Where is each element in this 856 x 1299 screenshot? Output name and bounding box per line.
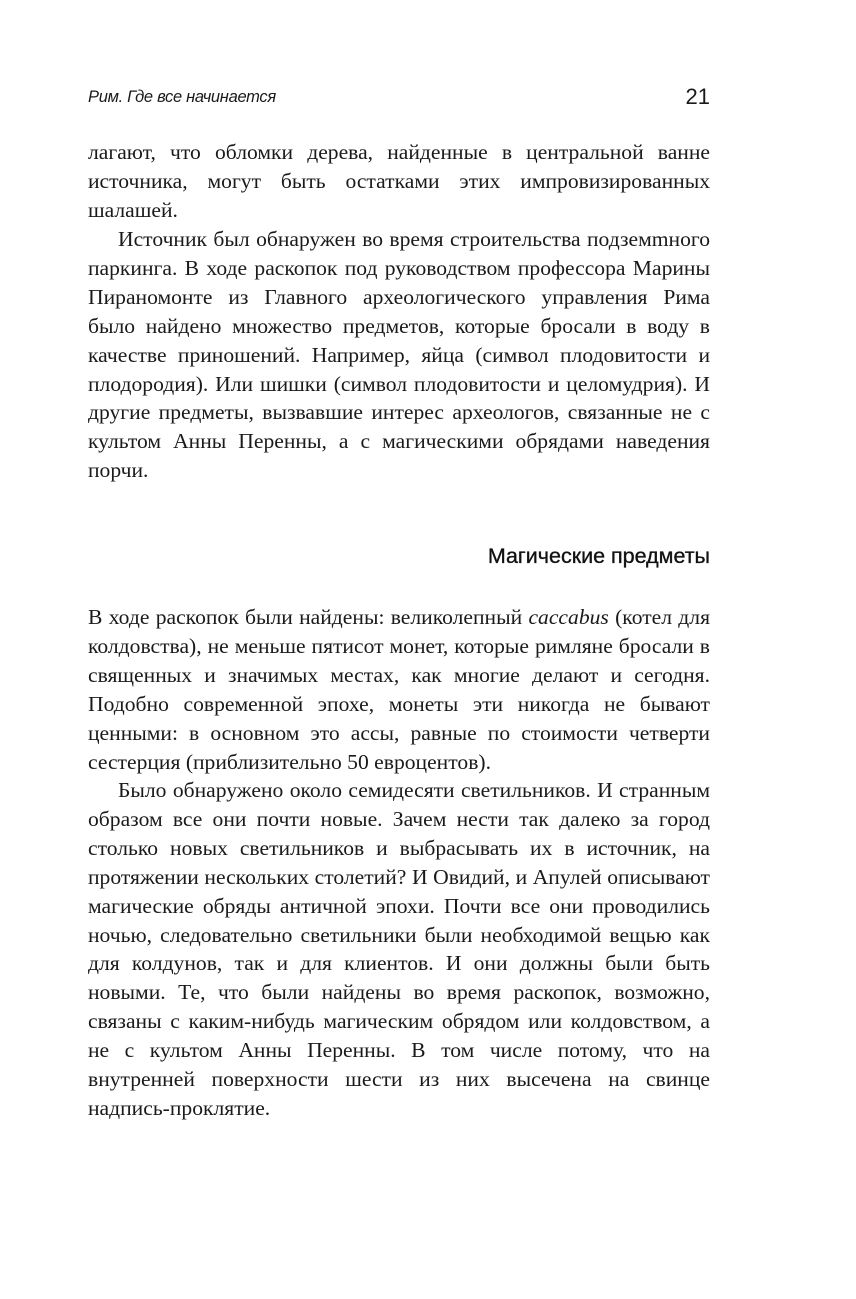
text-run: В ходе раскопок были найдены: великолепный [88, 605, 529, 629]
page-number: 21 [685, 84, 710, 109]
running-head [88, 84, 710, 112]
text-run: (котел для колдовства), не меньше пятисот монет, которые римляне бросали в священных и значимых местах, как многие делают и сегодня. Подобно современной эпохе, монеты эти никогда не бывают ценными: в основном это ассы, равные по стоимости четверти сестерция (приблизительно 50 евроцентов). [88, 605, 710, 774]
chapter-title: Рим. Где все начинается [88, 88, 276, 106]
section-heading: Магические предметы [487, 544, 710, 568]
paragraph-spring-discovery: Источник был обнаружен во время строительства подземmного паркинга. В ходе раскопок под руководством профессора Марины Пираномонте из Главного археологического управления Рима было найдено множество предметов, которые бросали в воду в качестве приношений. Например, яйца (символ плодовитости и плодородия). Или шишки (символ плодовитости и целомудрия). И другие предметы, вызвавшие интерес археологов, связанные не с культом Анны Перенны, а с магическими обрядами наведения порчи. [88, 227, 710, 483]
latin-term: caccabus [528, 605, 609, 629]
paragraph-continued: лагают, что обломки дерева, найденные в центральной ванне источника, могут быть остатками этих импровизированных шалашей. [88, 140, 710, 222]
paragraph-lamps: Было обнаружено около семидесяти светильников. И странным образом все они почти новые. Зачем нести так далеко за город столько новых светильников и выбрасывать их в источник, на протяжении нескольких столетий? И Овидий, и Апулей описывают магические обряды античной эпохи. Почти все они проводились ночью, следовательно светильники были необходимой вещью как для колдунов, так и для клиентов. И они должны были быть новыми. Те, что были найдены во время раскопок, возможно, связаны с каким-нибудь магическим обрядом или колдовством, а не с культом Анны Перенны. В том числе потому, что на внутренней поверхности шести из них высечена на свинце надпись-проклятие. [88, 778, 710, 1120]
paragraph-finds [88, 603, 710, 776]
